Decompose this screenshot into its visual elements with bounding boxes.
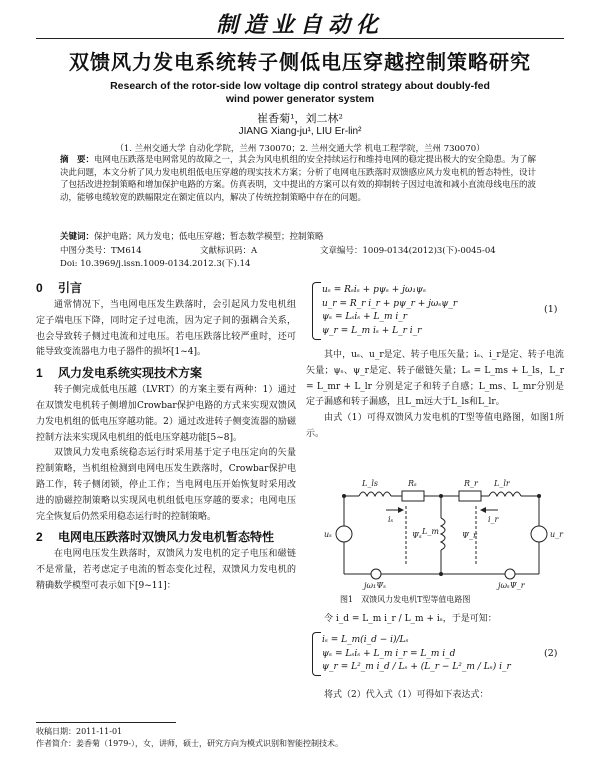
received-date: 收稿日期：2011-11-01 xyxy=(36,727,123,736)
masthead-rule xyxy=(36,38,564,39)
label-psir: Ψ_r xyxy=(462,531,477,540)
figure-1-caption: 图1 双馈风力发电机T型等值电路图 xyxy=(340,595,471,604)
equation-line: ψₛ = Lₛiₛ + L_m i_r = L_m i_d xyxy=(322,648,456,659)
journal-masthead: 制造业自动化 xyxy=(215,12,384,38)
label-ir: i_r xyxy=(488,515,499,524)
equation-brace xyxy=(312,632,321,676)
article-number: 文章编号：1009-0134(2012)3(下)-0045-04 xyxy=(320,246,496,256)
abstract xyxy=(60,154,540,204)
section-heading xyxy=(36,365,296,381)
abstract-text: 电网电压跌落是电网常见的故障之一，其会为风电机组的安全持续运行和维持电网的稳定提出极大的安全隐患。为了解决此问题，本文分析了风力发电机组低电压穿越的现实技术方案；分析了电网电压跌落时双馈感应风力发电机的暂态特性，设计了包括改进控制策略和增加保护电路的方案。仿真表明，文中提出的方案可以有效的抑制转子因过电流和减小直流母线电压的波动，能够电缆较宽的跌幅限定在额定值以内，解决了传统控制策略中存在的问题。 xyxy=(60,155,537,203)
equation-2 xyxy=(322,634,511,675)
section-number: 1 xyxy=(36,366,43,381)
keywords-label: 关键词： xyxy=(60,232,95,242)
left-column xyxy=(36,276,296,595)
equation-line: iₛ = L_m(i_d − i)/Lₛ xyxy=(322,635,409,645)
affiliation: （1. 兰州交通大学 自动化学院，兰州 730070；2. 兰州交通大学 机电工程学院，兰州 730070） xyxy=(115,144,485,154)
equation-line: ψₛ = Lₛiₛ + L_m i_r xyxy=(322,312,408,322)
equation-2-number: (2) xyxy=(544,648,558,659)
clc-number: 中图分类号：TM614 xyxy=(60,246,142,256)
paper-title-en xyxy=(60,80,540,106)
label-emf-rotor: jωₛΨ_r xyxy=(498,581,525,590)
equation-2-followup xyxy=(306,688,564,704)
authors-en: JIANG Xiang-ju¹, LIU Er-lin² xyxy=(238,126,362,137)
paragraph: 通常情况下，当电网电压发生跌落时，会引起风力发电机组定子端电压下降，同时定子过电流，因为定子间的强耦合关系，也会导致转子侧过电流和过电压。若电压跌落比较严重时，还可能导致变流器电力电子器件的损坏[1~4]。 xyxy=(36,300,296,358)
label-emf-stator: jω₁Ψₛ xyxy=(364,581,386,590)
equation-brace xyxy=(312,282,321,340)
paragraph: 其中，uₛ、u_r是定、转子电压矢量；iₛ、i_r是定、转子电流矢量；ψₛ、ψ_r是定、转子磁链矢量；Lₛ = L_ms + L_ls，L_r = L_mr + L_lr 分别是定子和转子自感；L_ms、L_mr分别是定子漏感和转子漏感，且L_m远大于L_ls和L_lr。 xyxy=(306,350,564,408)
label-Lm: L_m xyxy=(422,527,439,536)
document-code: 文献标识码：A xyxy=(200,246,258,256)
equation-line: ψ_r = L_m iₛ + L_r i_r xyxy=(322,325,422,336)
section-title: 电网电压跌落时双馈风力发电机暂态特性 xyxy=(58,530,275,545)
equation-2-intro xyxy=(306,612,564,628)
label-Rs: Rₛ xyxy=(408,479,417,488)
footnote-rule xyxy=(36,722,176,723)
authors-cn: 崔香菊¹，刘二林² xyxy=(257,112,343,125)
equation-line: ψ_r = L²_m i_d / Lₛ + (L_r − L²_m / Lₛ) i_r xyxy=(322,662,511,672)
label-is: iₛ xyxy=(388,515,394,524)
section-heading xyxy=(36,280,296,296)
section-number: 0 xyxy=(36,281,43,295)
paragraph: 令 i_d = L_m i_r / L_m + iₛ，于是可知： xyxy=(324,614,497,624)
section-heading xyxy=(36,529,296,545)
paragraph: 双馈风力发电系统稳态运行时采用基于定子电压定向的矢量控制策略，当机组检测到电网电压发生跌落时，Crowbar保护电路工作，转子侧闭锁，停止工作；当电网电压开始恢复时采用改进的励磁控制策略以实现风电机组低电压穿越的要求；电网电压完全恢复后仍然采用稳态运行时的控制策略。 xyxy=(36,448,296,522)
section-title: 风力发电系统实现技术方案 xyxy=(58,366,203,381)
keywords-text: 保护电路；风力发电；低电压穿越；暂态数学模型；控制策略 xyxy=(94,232,324,242)
right-column-text xyxy=(306,348,564,443)
equation-line: uₛ = Rₛiₛ + pψₛ + jω₁ψₛ xyxy=(322,285,427,295)
label-ur: u_r xyxy=(550,530,563,539)
doi: Doi: 10.3969/j.issn.1009-0134.2012.3(下).14 xyxy=(60,259,251,269)
paragraph: 将式（2）代入式（1）可得如下表达式： xyxy=(324,690,489,700)
section-title: 引言 xyxy=(58,281,83,295)
paragraph: 转子侧完成低电压越（LVRT）的方案主要有两种：1）通过在双馈发电机转子侧增加Crowbar保护电路的方式来实现双馈风力发电机组的低电压穿越功能。2）通过改进转子侧变流器的励磁控制方法来实现风电机组的低电压穿越功能[5~8]。 xyxy=(36,385,296,443)
label-Lls: L_ls xyxy=(362,479,378,488)
label-Rr: R_r xyxy=(464,479,478,488)
paragraph: 在电网电压发生跌落时，双馈风力发电机的定子电压和磁链不是常量，若考虑定子电流的暂态变化过程，双馈风力发电机的精确数学模型可表示如下[9~11]： xyxy=(36,549,296,591)
equation-line: u_r = R_r i_r + pψ_r + jωₛψ_r xyxy=(322,298,458,309)
keywords xyxy=(60,230,540,242)
paper-title-en-line2: wind power generator system xyxy=(225,93,375,105)
figure-1-circuit xyxy=(314,476,564,590)
equation-1 xyxy=(322,284,457,338)
equation-1-number: (1) xyxy=(544,304,558,315)
abstract-label: 摘 要： xyxy=(60,155,95,165)
paper-title-cn: 双馈风力发电系统转子侧低电压穿越控制策略研究 xyxy=(69,50,531,74)
section-number: 2 xyxy=(36,530,43,545)
paper-title-en-line1: Research of the rotor-side low voltage dip control strategy about doubly-fed xyxy=(110,80,490,92)
label-us: uₛ xyxy=(324,530,332,539)
author-bio: 作者简介：姜香菊（1979-），女，讲师，硕士，研究方向为模式识别和智能控制技术。 xyxy=(36,739,344,748)
label-psis: Ψₛ xyxy=(412,531,422,540)
label-Llr: L_lr xyxy=(494,479,510,488)
footnote xyxy=(36,726,564,750)
paragraph: 由式（1）可得双馈风力发电机的T型等值电路图，如图1所示。 xyxy=(306,413,564,439)
